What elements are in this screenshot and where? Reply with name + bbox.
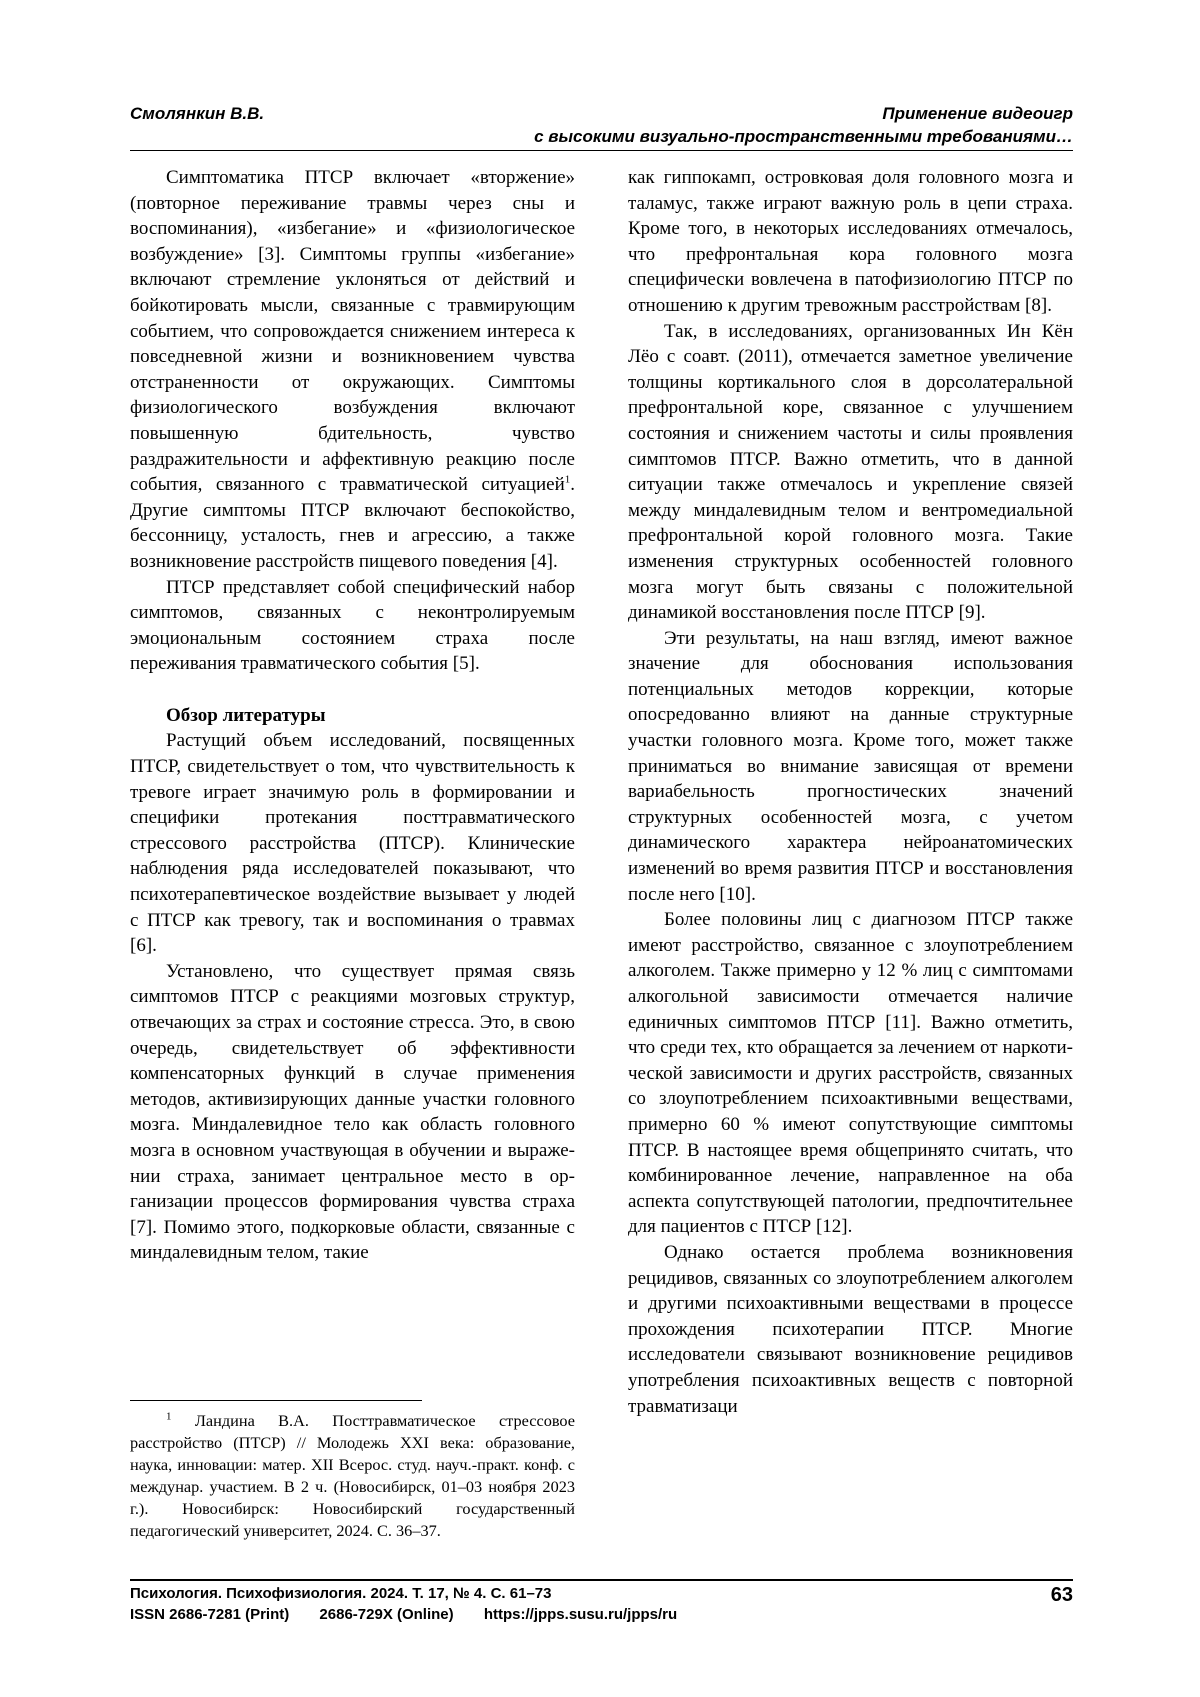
paragraph: как гиппокамп, островковая доля головного мозга и таламус, также играют важную роль в цепи страха. Кроме того, в некоторых исследованиях отмечалось, что префронтальная кора головного мозга специфически вовлечена в патофизиологию ПТСР по отношению к другим тревожным расстройствам [8].	[628, 167, 1073, 316]
footnote-ref: 1	[564, 473, 571, 486]
paragraph: Так, в исследованиях, организованных Ин Кён Лёо с соавт. (2011), отмечается заметное увеличение толщины кортикального слоя в дорсолатеральной префронтальной коре, связанное с улучшением состояния и снижением частоты и силы проявления симптомов ПТСР. Важно отметить, что в данной ситуации также отмечалось и укрепление связей между миндалевидным телом и вентромедиальной префронтальной корой головного мозга. Такие изменения структурных особенностей головного мозга могут быть связаны с положительной динамикой восстановления после ПТСР [9].	[628, 320, 1073, 624]
header-rule	[130, 150, 1073, 151]
footer-issn-line	[130, 1606, 703, 1623]
footer-journal-citation: Психология. Психофизиология. 2024. Т. 17, № 4. С. 61–73	[130, 1585, 552, 1602]
page-number: 63	[1050, 1584, 1073, 1606]
running-header-title-line1: Применение видеоигр	[882, 104, 1073, 123]
right-column	[628, 165, 1073, 1419]
paragraph: Более половины лиц с диагнозом ПТСР также имеют расстройство, связанное с злоупотреблением алкоголем. Также примерно у 12 % лиц с симптомами алкогольной зависимости отмечается наличие единичных симптомов ПТСР [11]. Важно отметить, что среди тех, кто обращается за лечением от наркотической зависимости и других расстройств, связанных со злоупотреблением психоактивными веществами, примерно 60 % имеют сопутствующие симптомы ПТСР. В настоящее время общепринято считать, что комбинированное лечение, направленное на оба аспекта сопутствующей патологии, предпочтительнее для пациентов с ПТСР [12].	[628, 909, 1073, 1238]
paragraph: Установлено, что существует прямая связь симптомов ПТСР с реакциями мозговых структур, отвечающих за страх и состояние стресса. Это, в свою очередь, свидетельствует об эффективности компенсаторных функций в случае применения методов, активизирующих данные участки головного мозга. Миндалевидное тело как область головного мозга в основном участвующая в обучении и выражении страха, занимает центральное место в организации процессов формирования чувства страха [7]. Помимо этого, подкорковые области, связанные с миндалевидным телом, такие	[130, 960, 575, 1264]
paragraph: ПТСР представляет собой специфический набор симптомов, связанных с неконтролируемым эмоциональным состоянием страха после переживания травматического события [5].	[130, 576, 575, 675]
left-column	[130, 165, 575, 1266]
footnote-mark: 1	[166, 1410, 172, 1423]
journal-url[interactable]: https://jpps.susu.ru/jpps/ru	[483, 1606, 678, 1623]
section-heading: Обзор литературы	[166, 704, 326, 726]
paragraph: Растущий объем исследований, посвященных ПТСР, свидетельствует о том, что чувствительность к тревоге играет значимую роль в формировании и специфики протекания посттравматического стрессового расстройства (ПТСР). Клинические наблюдения ряда исследователей показывают, что психотерапевтическое воздействие вызывает у людей с ПТСР как тревогу, так и воспоминания о травмах [6].	[130, 730, 575, 957]
running-header-title-line2: с высокими визуально-пространственными требованиями…	[534, 127, 1073, 146]
footnote-text: Ландина В.А. Посттравматическое стрессовое расстройство (ПТСР) // Молодежь XXI века: образование, наука, инновации: матер. XII Всерос. студ. науч.-практ. конф. с междунар. участием. В 2 ч. (Новосибирск, 01–03 ноября 2023 г.). Новосибирск: Новосибирский государственный педагогический университет, 2024. С. 36–37.	[130, 1411, 575, 1540]
footer-rule	[130, 1579, 1073, 1581]
issn-print: ISSN 2686-7281 (Print)	[130, 1606, 290, 1623]
paragraph: Эти результаты, на наш взгляд, имеют важное значение для обоснования использования потенциальных методов коррекции, которые опосредованно влияют на данные структурные участки головного мозга. Кроме того, может также приниматься во внимание зависящая от времени вариабельность прогностических значений структурных особенностей мозга, с учетом динамического характера нейроанатомических изменений во время развития ПТСР и восстановления после него [10].	[628, 627, 1073, 905]
footnote	[130, 1410, 575, 1542]
paragraph: Однако остается проблема возникновения рецидивов, связанных со злоупотреблением алкоголем и другими психоактивными веществами в процессе прохождения психотерапии ПТСР. Многие исследователи связывают возникновение рецидивов употребления психоактивных веществ с повторной травматизаци	[628, 1241, 1073, 1417]
running-header-author: Смолянкин В.В.	[130, 104, 265, 123]
issn-online: 2686-729X (Online)	[319, 1606, 454, 1623]
footnote-rule	[130, 1400, 422, 1401]
paragraph: Симптоматика ПТСР включает «вторжение» (повторное переживание травмы через сны и воспоминания), «избегание» и «физиологическое возбуждение» [3]. Симптомы группы «избегание» включают стремление уклоняться от действий и бойкотировать мысли, связанные с травмирующим событием, что сопровождается снижением интереса к повседневной жизни и возникновением чувства отстраненности от окружающих. Симптомы физиологического возбуждения включают повышенную бдительность, чувство раздражительности и аффективную реакцию после события, связанного с травматической ситуацией$^1$. Другие симптомы ПТСР включают беспокойство, бессонницу, усталость, гнев и агрессию, а также возникновение расстройств пищевого поведения [4].	[130, 167, 575, 572]
